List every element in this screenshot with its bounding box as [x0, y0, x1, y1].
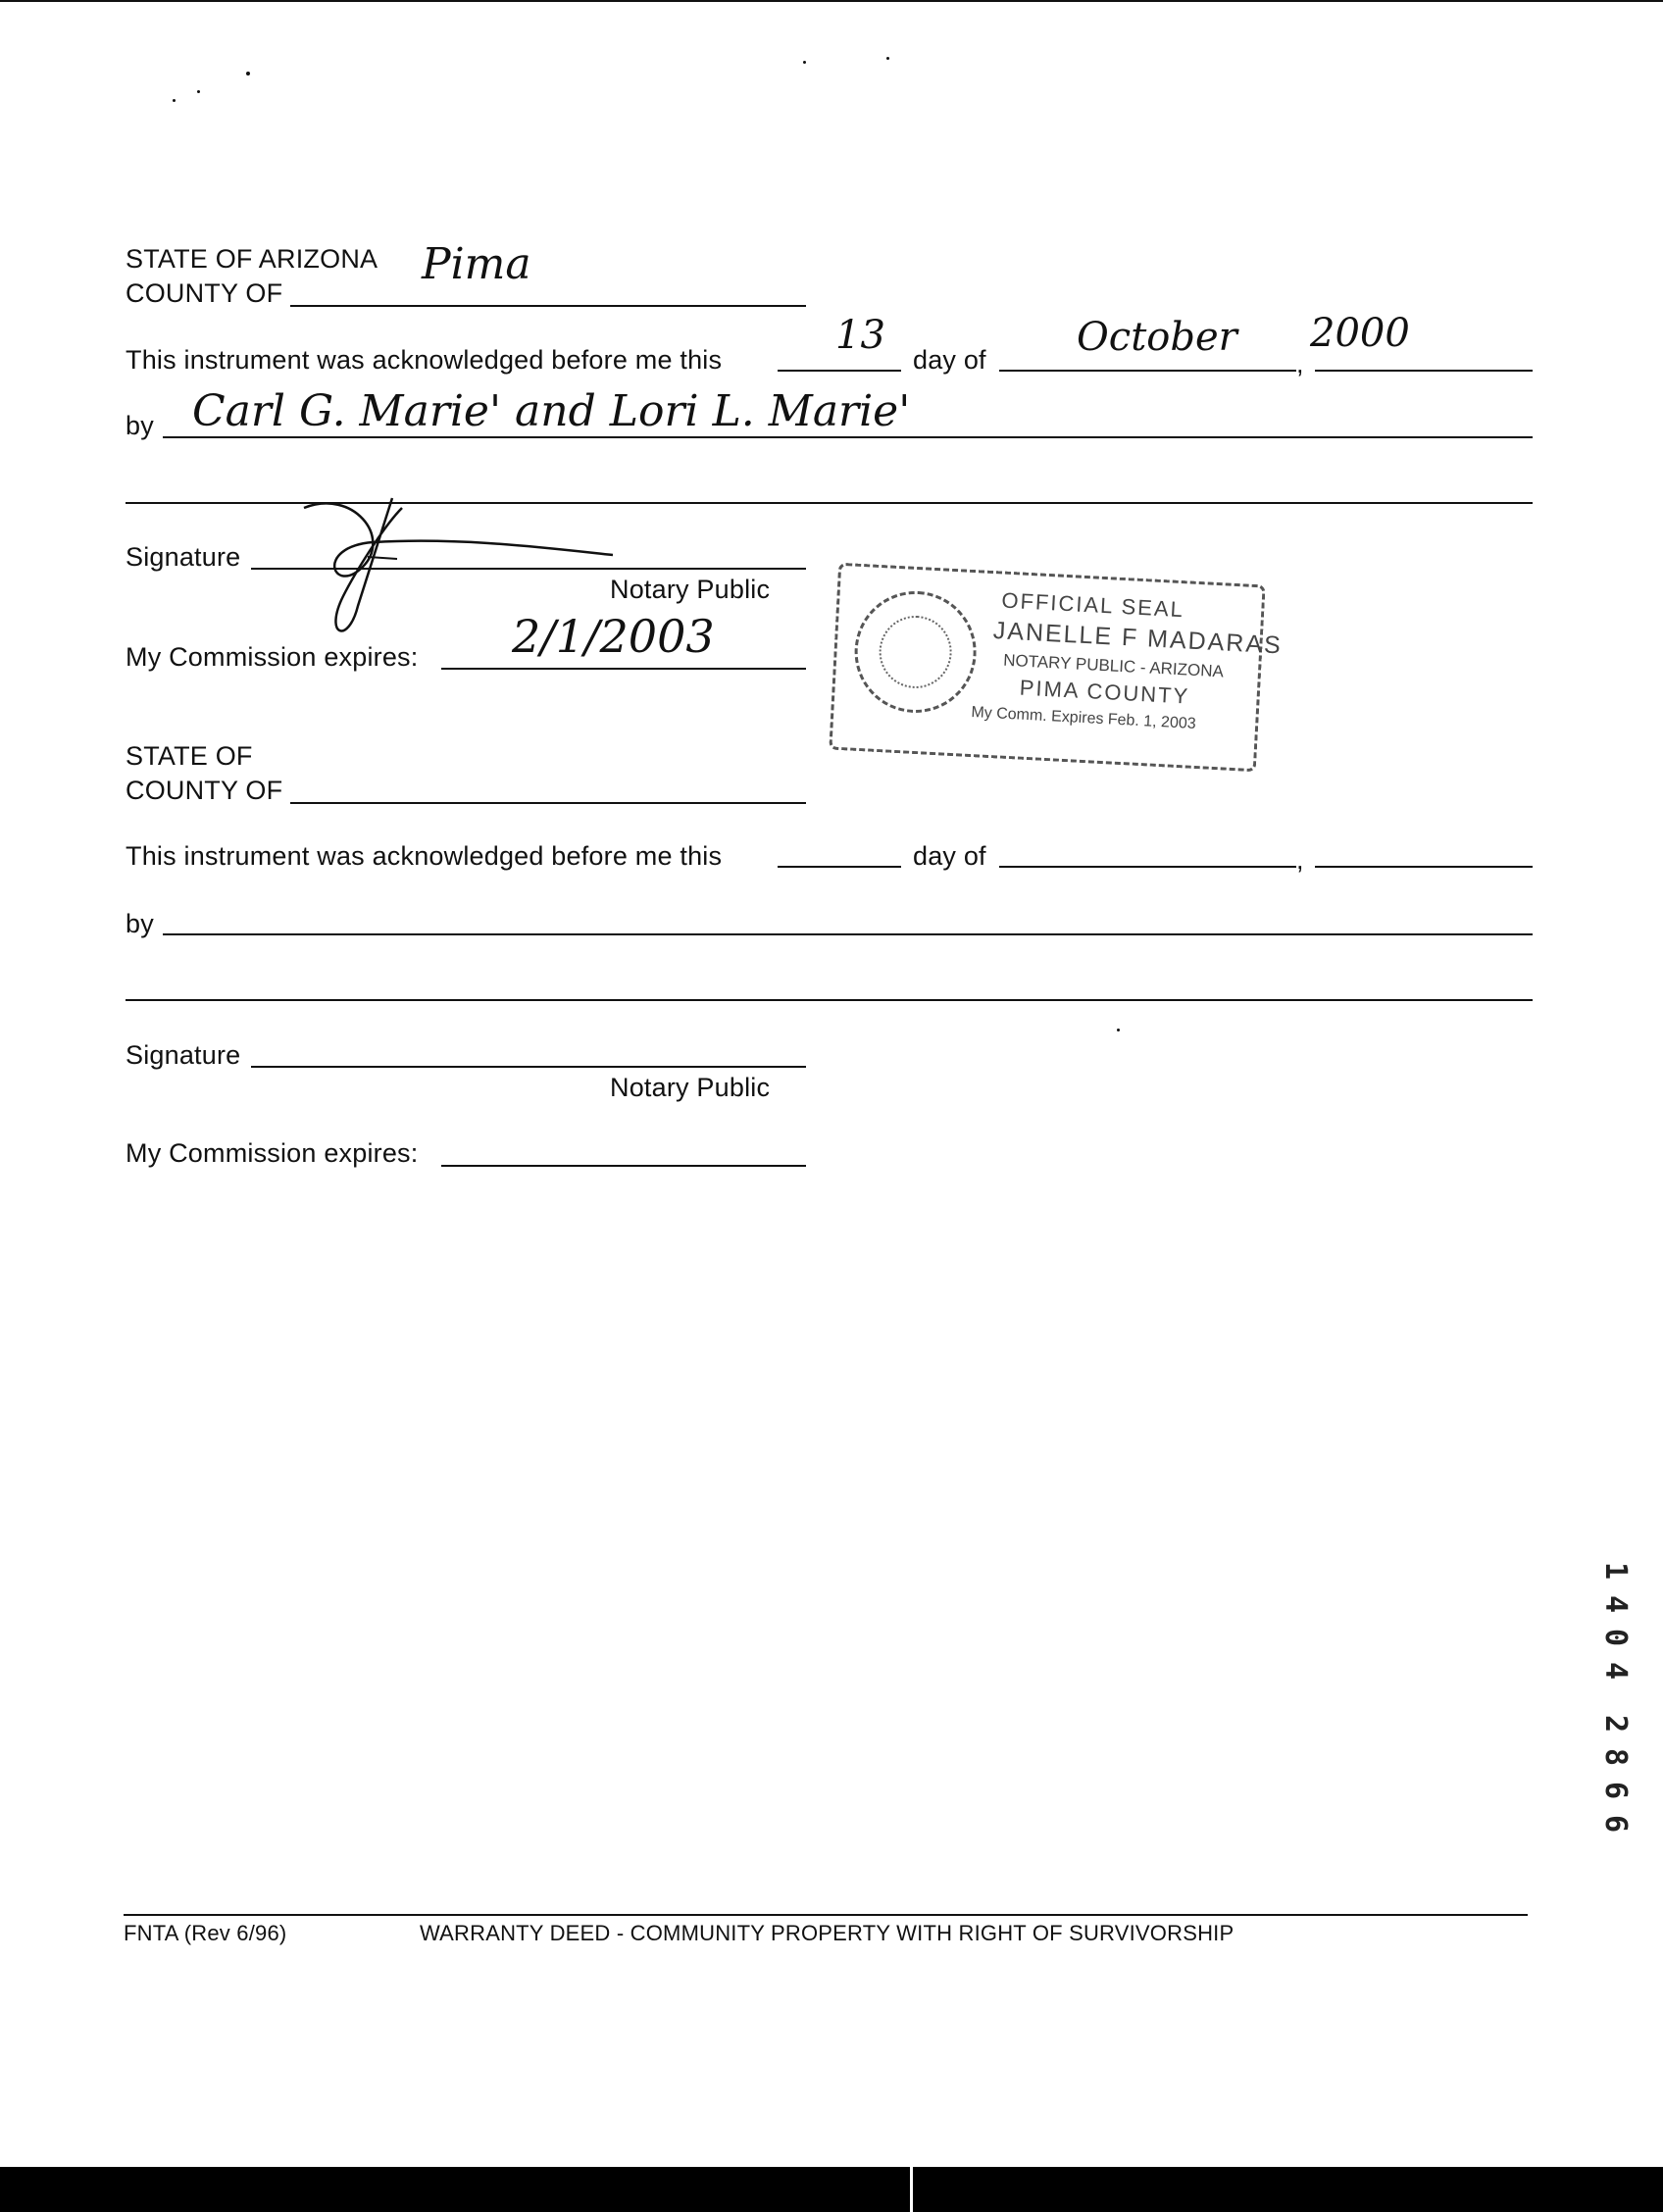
scan-speck	[197, 90, 200, 93]
by-line-2	[163, 933, 1533, 935]
footer-rule	[124, 1914, 1528, 1916]
scan-speck	[886, 57, 889, 60]
form-id: FNTA (Rev 6/96)	[124, 1921, 287, 1945]
signature-line-2	[251, 1066, 806, 1068]
bottom-scan-gap	[910, 2167, 913, 2212]
bottom-scan-border	[0, 2167, 1663, 2212]
ack-year-line-2	[1315, 866, 1533, 868]
scan-speck	[246, 72, 250, 75]
recording-number: 1 4 0 4 2 8 6 6	[1598, 1561, 1633, 1834]
ack-month-line	[999, 370, 1296, 372]
commission-handwritten-date: 2/1/2003	[512, 610, 715, 663]
county-label-2: COUNTY OF	[126, 776, 283, 805]
scan-speck	[173, 99, 176, 102]
seal-line2: JANELLE F MADARAS	[992, 617, 1284, 660]
by-handwritten-names: Carl G. Marie' and Lori L. Marie'	[192, 386, 911, 436]
comma-2: ,	[1296, 845, 1304, 875]
ack-label-2: This instrument was acknowledged before me this	[126, 841, 723, 871]
commission-label: My Commission expires:	[126, 642, 419, 672]
form-title: WARRANTY DEED - COMMUNITY PROPERTY WITH RIGHT OF SURVIVORSHIP	[420, 1921, 1235, 1945]
county-handwritten-value: Pima	[422, 239, 531, 289]
seal-line5: My Comm. Expires Feb. 1, 2003	[971, 704, 1197, 733]
day-of-label-2: day of	[913, 841, 986, 871]
commission-line-2	[441, 1165, 806, 1167]
seal-line4: PIMA COUNTY	[1019, 675, 1190, 709]
ack-month-line-2	[999, 866, 1296, 868]
seal-emblem-icon	[851, 588, 979, 716]
county-line-2	[290, 802, 806, 804]
ack-year-handwritten: 2000	[1310, 311, 1410, 356]
by-label-2: by	[126, 909, 154, 938]
county-line	[290, 305, 806, 307]
by-continuation-line-2	[126, 999, 1533, 1001]
top-border	[0, 0, 1663, 2]
comma: ,	[1296, 349, 1304, 378]
day-of-label: day of	[913, 345, 986, 375]
commission-line	[441, 668, 806, 670]
notary-public-label-2: Notary Public	[610, 1073, 771, 1102]
signature-label-2: Signature	[126, 1040, 241, 1070]
signature-label: Signature	[126, 542, 241, 572]
ack-month-handwritten: October	[1077, 315, 1237, 360]
ack-day-line-2	[778, 866, 901, 868]
ack-day-handwritten: 13	[835, 313, 885, 358]
ack-label: This instrument was acknowledged before me this	[126, 345, 723, 375]
seal-line3: NOTARY PUBLIC - ARIZONA	[1002, 650, 1225, 681]
commission-label-2: My Commission expires:	[126, 1138, 419, 1168]
state-label: STATE OF ARIZONA	[126, 244, 378, 274]
by-line	[163, 436, 1533, 438]
by-label: by	[126, 411, 154, 440]
notary-public-label: Notary Public	[610, 575, 771, 604]
notary-seal-stamp	[829, 563, 1284, 773]
ack-year-line	[1315, 370, 1533, 372]
county-label: COUNTY OF	[126, 278, 283, 308]
scan-speck	[1117, 1029, 1120, 1031]
scan-speck	[803, 61, 806, 64]
state-label-2: STATE OF	[126, 741, 253, 771]
seal-line1: OFFICIAL SEAL	[1000, 587, 1185, 623]
ack-day-line	[778, 370, 901, 372]
